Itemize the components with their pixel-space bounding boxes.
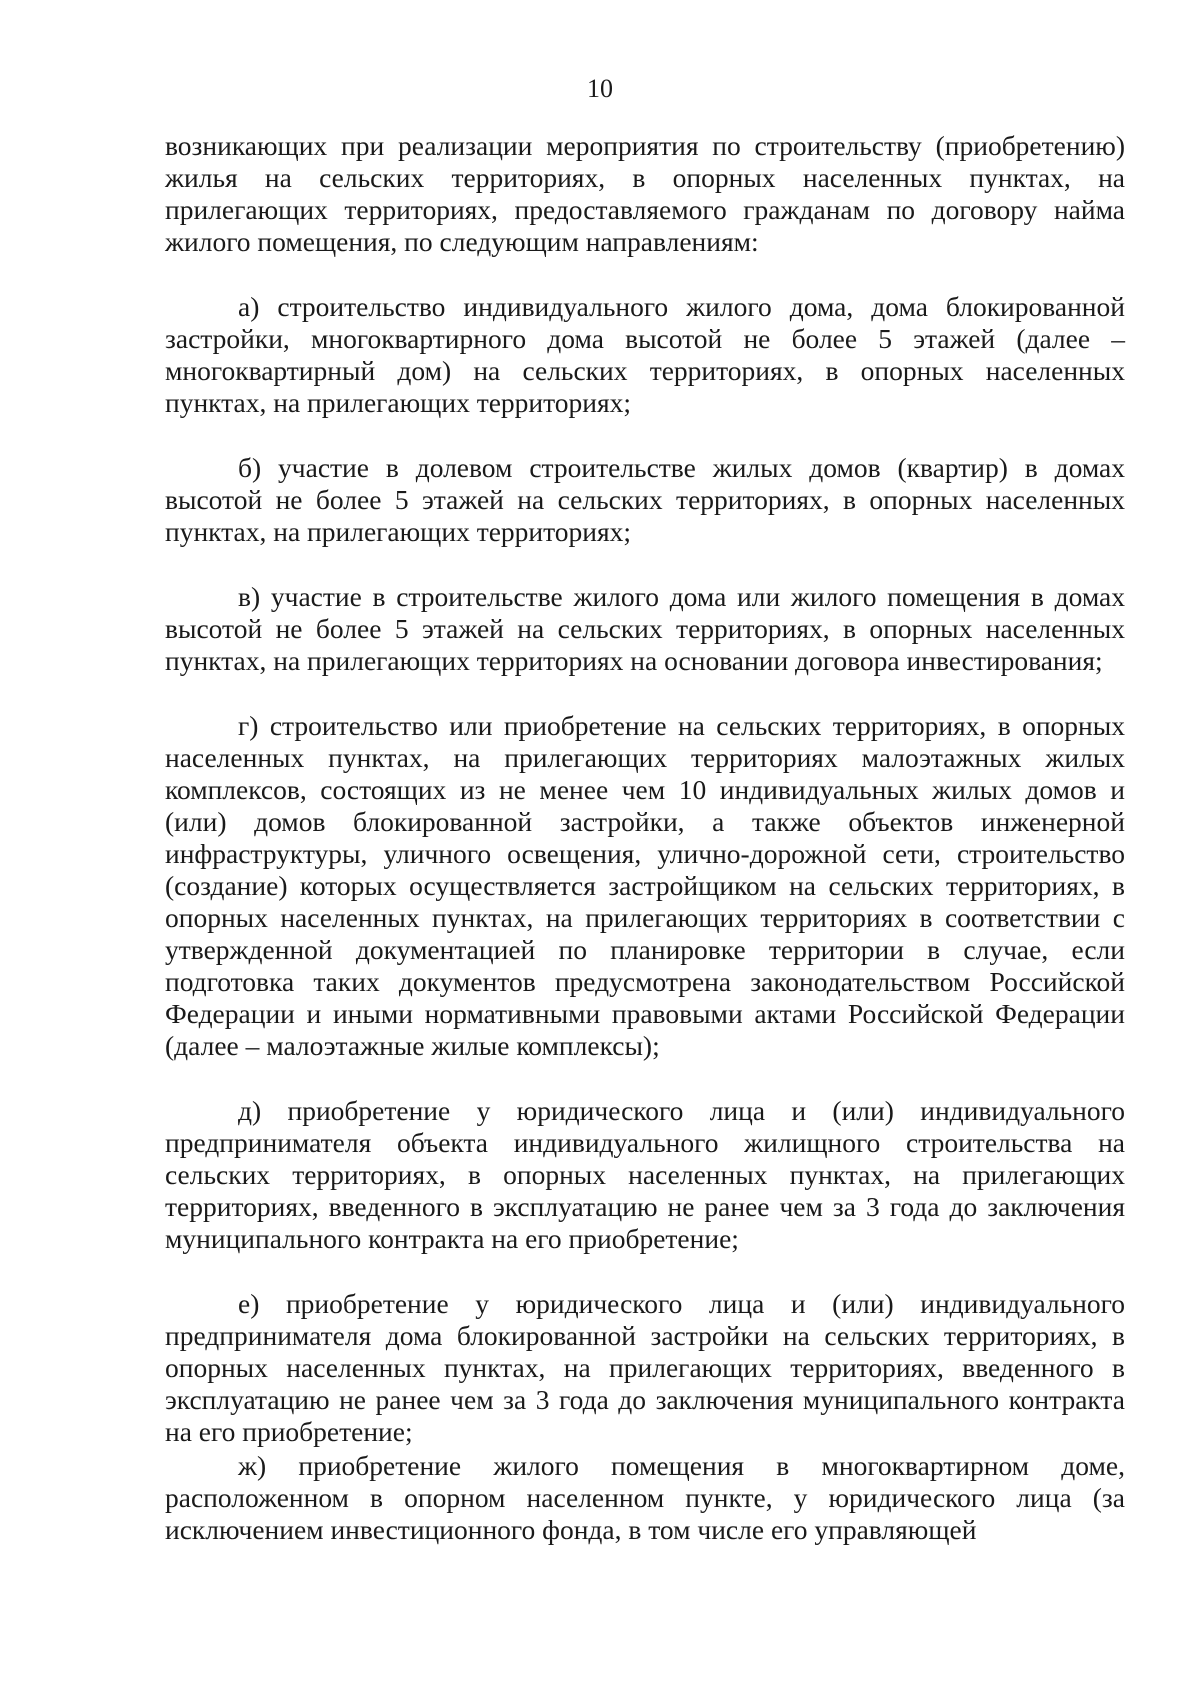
paragraph-intro: возникающих при реализации мероприятия по строительству (приобретению) жилья на сельских территориях, в опорных населенных пунктах, на прилегающих территориях, предоставляемого гражданам по договору найма жилого помещения, по следующим направлениям: xyxy=(165,130,1125,257)
page-number: 10 xyxy=(587,74,613,103)
paragraph-item-zh: ж) приобретение жилого помещения в многоквартирном доме, расположенном в опорном населенном пункте, у юридического лица (за исключением инвестиционного фонда, в том числе его управляющей xyxy=(165,1450,1125,1545)
paragraph-item-e: е) приобретение у юридического лица и (или) индивидуального предпринимателя дома блокированной застройки на сельских территориях, в опорных населенных пунктах, на прилегающих территориях, введенного в эксплуатацию не ранее чем за 3 года до заключения муниципального контракта на его приобретение; xyxy=(165,1288,1125,1447)
paragraph-item-b: б) участие в долевом строительстве жилых домов (квартир) в домах высотой не более 5 этажей на сельских территориях, в опорных населенных пунктах, на прилегающих территориях; xyxy=(165,452,1125,547)
paragraph-item-v: в) участие в строительстве жилого дома или жилого помещения в домах высотой не более 5 этажей на сельских территориях, в опорных населенных пунктах, на прилегающих территориях на основании договора инвестирования; xyxy=(165,581,1125,676)
paragraph-item-g: г) строительство или приобретение на сельских территориях, в опорных населенных пунктах, на прилегающих территориях малоэтажных жилых комплексов, состоящих из не менее чем 10 индивидуальных жилых домов и (или) домов блокированной застройки, а также объектов инженерной инфраструктуры, уличного освещения, улично-дорожной сети, строительство (создание) которых осуществляется застройщиком на сельских территориях, в опорных населенных пунктах, на прилегающих территориях в соответствии с утвержденной документацией по планировке территории в случае, если подготовка таких документов предусмотрена законодательством Российской Федерации и иными нормативными правовыми актами Российской Федерации (далее – малоэтажные жилые комплексы); xyxy=(165,710,1125,1061)
paragraph-item-a: а) строительство индивидуального жилого дома, дома блокированной застройки, многоквартирного дома высотой не более 5 этажей (далее – многоквартирный дом) на сельских территориях, в опорных населенных пунктах, на прилегающих территориях; xyxy=(165,291,1125,418)
paragraph-item-d: д) приобретение у юридического лица и (или) индивидуального предпринимателя объекта индивидуального жилищного строительства на сельских территориях, в опорных населенных пунктах, на прилегающих территориях, введенного в эксплуатацию не ранее чем за 3 года до заключения муниципального контракта на его приобретение; xyxy=(165,1095,1125,1254)
document-body xyxy=(165,130,1125,1546)
